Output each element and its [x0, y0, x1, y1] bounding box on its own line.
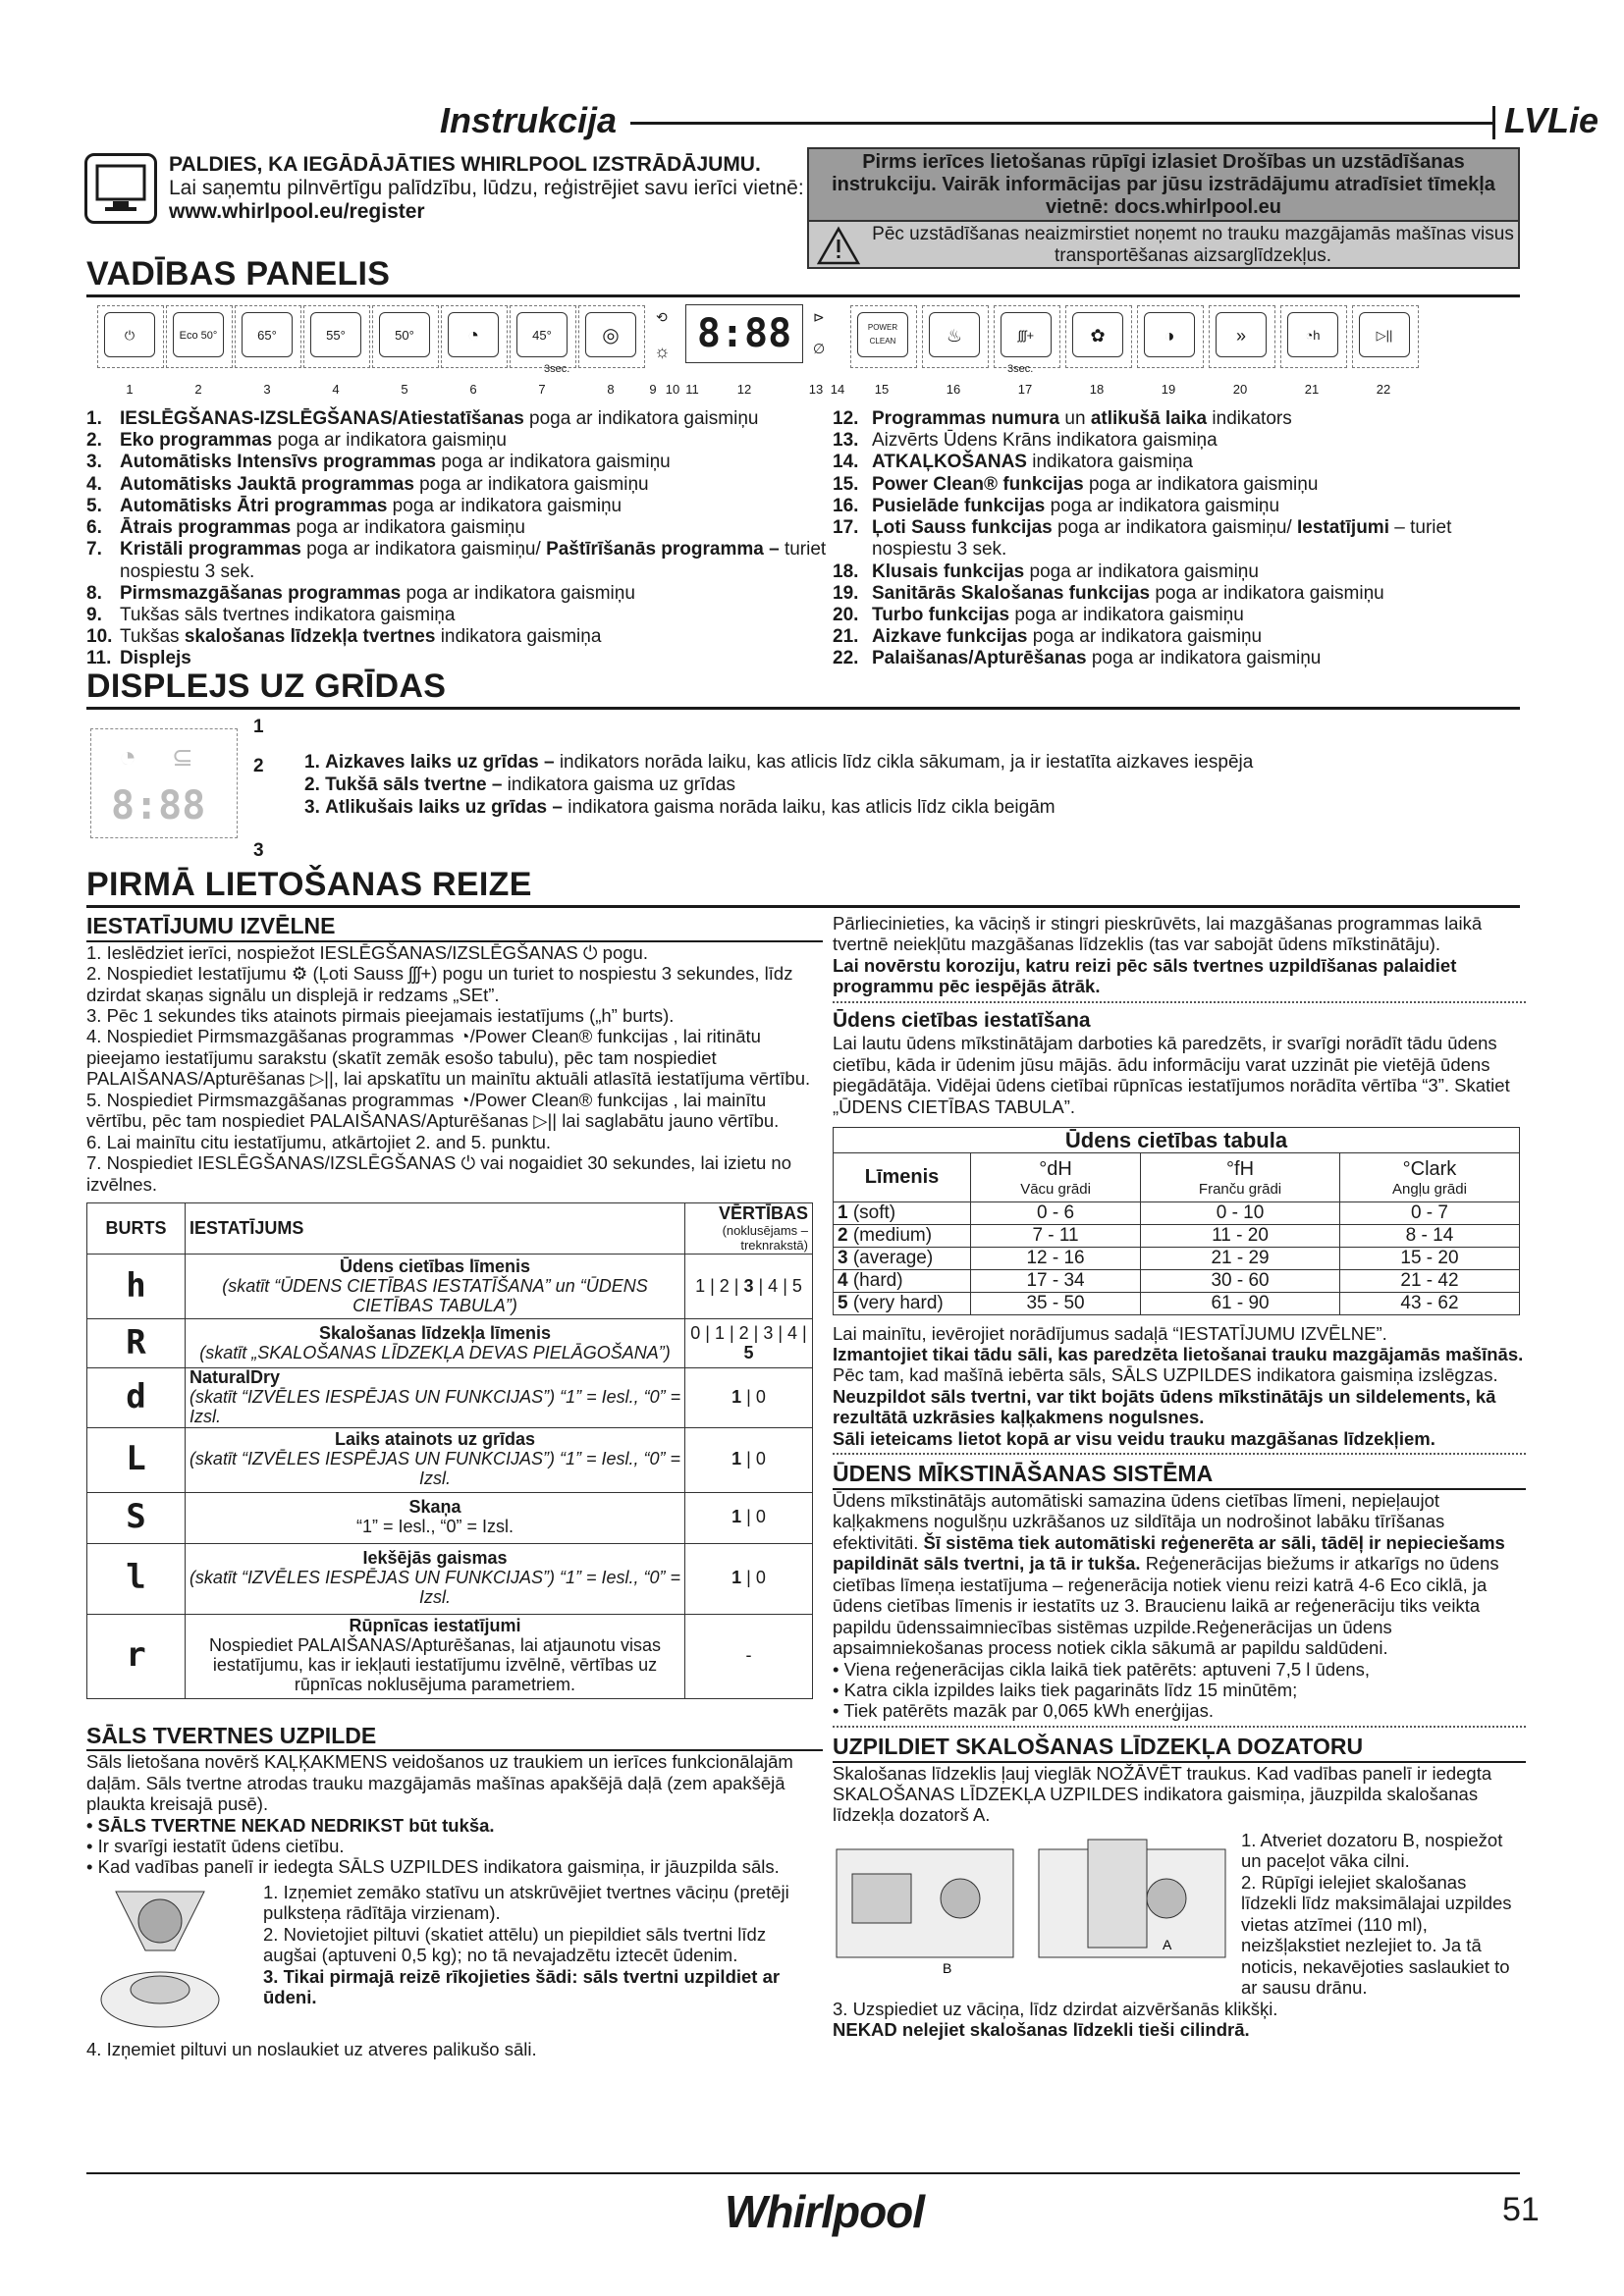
crystal-program-button[interactable]: 45° — [516, 312, 568, 357]
salt-intro: Sāls lietošana novērš KAĻĶAKMENS veidošanos uz traukiem un ierīces funkcionālajām daļām. Sāls tvertne atrodas trauku mazgājamās mašīnas apakšējā daļā (zem apakšējā plaukta kreisajā pusē). — [86, 1751, 793, 1815]
transport-notice: Pēc uzstādīšanas neaizmirstiet noņemt no trauku mazgājamās mašīnas visus transportēšanas aizsarglīdzekļus. — [807, 222, 1520, 269]
rinse-intro: Skalošanas līdzeklis ļauj vieglāk NOŽĀVĒT traukus. Kad vadības panelī ir iedegta SKALOŠANAS LĪDZEKĻA UZPILDES indikatora gaismiņa, jāuzpilda skalošanas līdzekļa dozatorš A. — [833, 1762, 1492, 1826]
legend-item: 11. Displejs — [86, 648, 191, 669]
salt-step: 4. Izņemiet piltuvi un noslaukiet uz atveres palikušo sāli. — [86, 2038, 537, 2059]
table-row: 5 (very hard) 35 - 50 61 - 90 43 - 62 — [834, 1292, 1520, 1314]
table-row: 4 (hard) 17 - 34 30 - 60 21 - 42 — [834, 1269, 1520, 1292]
warning-icon — [817, 226, 860, 265]
panel-number: 16 — [946, 382, 961, 397]
panel-number: 18 — [1089, 382, 1105, 397]
water-hardness-text: Lai lautu ūdens mīkstinātājam darboties kā paredzēts, ir svarīgi norādīt tādu ūdens cietību, kāda ir ūdenim jūsu mājās. ādu informāciju varat uzzināt pie vietējā ūdens piegādātāja. Vidējai ūdens cietībai rūpnīcas iestatījumos norādīta vērtība “3”. Skatiet „ŪDENS CIETĪBAS TABULA”. — [833, 1033, 1510, 1117]
right-column — [833, 913, 1526, 2040]
legend-item: 18. Klusais funkcijas poga ar indikatora gaismiņu — [833, 561, 1259, 582]
descale-indicator-icon: ∅ — [813, 341, 826, 356]
step: 5. Nospiediet Pirmsmazgāšanas programmas ◔/Power Clean® funkcijas , lai mainītu vērtību, pēc tam nospiediet PALAIŠANAS/Apturēšanas ▷|| lai saglabātu jauno vērtību. — [86, 1089, 780, 1132]
softening-text: Ūdens mīkstinātājs automātiski samazina ūdens cietības līmeni, nepieļaujot kaļķakmens nogulšņu uzkrāšanos uz sildītāja un nodrošinot labāku tīrīšanas efektivitāti. Šī sistēma tiek automātiski reģenerēta ar sāli, tādēļ ir nepieciešams papildināt sāls tvertni, ja tā ir tukša. Reģenerācijas biežums ir atkarīgs no ūdens cietības līmeņa iestatījuma – reģenerācija notiek vienu reizi katrā 4-6 Eco ciklā, ja ūdens cietības līmenis ir iestatīts uz 3. Braucienu laikā ar reģenerāciju tiks veikta papildu ūdenssaimniecības sistēmas uzpilde.Reģenerācijas un ūdens apsaimniekošanas process notiek cikla sākumā ar papildu saldūdeni. — [833, 1489, 1505, 1659]
delay-button[interactable]: ◔h — [1287, 312, 1338, 357]
water-hardness-title: Ūdens cietības iestatīšana — [833, 1008, 1091, 1032]
salt-step: 3. Tikai pirmajā reizē rīkojieties šādi: sāls tvertni uzpildiet ar ūdeni. — [263, 1965, 781, 2008]
softening-title: ŪDENS MĪKSTINĀŠANAS SISTĒMA — [833, 1461, 1526, 1490]
legend-item: 1. Aizkaves laiks uz grīdas – indikators norāda laiku, kas atlicis līdz cikla sākumam, ja ir iestatīta aizkaves iespēja — [304, 752, 1254, 773]
step: 3. Pēc 1 sekundes tiks atainots pirmais pieejamais iestatījums („h” burts). — [86, 1005, 675, 1027]
salt-refill-title: SĀLS TVERTNES UZPILDE — [86, 1723, 823, 1752]
legend-item: 20. Turbo funkcijas poga ar indikatora gaismiņu — [833, 604, 1244, 625]
panel-number: 12 — [736, 382, 752, 397]
salt-bullet: • Ir svarīgi iestatīt ūdens cietību. — [86, 1835, 345, 1856]
step: 7. Nospiediet IESLĒGŠANAS/IZSLĒGŠANAS ⏻ vai nogaidiet 30 sekundes, lai izietu no izvēlnes. — [86, 1152, 792, 1195]
floor-display-legend — [304, 752, 1253, 819]
legend-item: 9. Tukšas sāls tvertnes indikatora gaismiņa — [86, 604, 456, 625]
control-panel-title: VADĪBAS PANELIS — [86, 255, 391, 293]
table-row: 2 (medium) 7 - 11 11 - 20 8 - 14 — [834, 1225, 1520, 1248]
salt-indicator-icon: ⟲ — [656, 309, 668, 325]
rinse-warning: NEKAD nelejiet skalošanas līdzekli tieši cilindrā. — [833, 2018, 1250, 2040]
tap-indicator-icon: ⊳ — [813, 309, 825, 325]
panel-number: 4 — [332, 382, 340, 397]
language-tag: LVLie — [1504, 101, 1599, 140]
corrosion-note: Lai novērstu koroziju, katru reizi pēc sāls tvertnes uzpildīšanas palaidiet programmu pēc iespējās ātrāk. — [833, 954, 1457, 997]
table-row: d NaturalDry (skatīt “IZVĒLES IESPĒJAS UN FUNKCIJAS”) “1” = Iesl., “0” = Izsl. 1 | 0 — [87, 1368, 813, 1427]
col-setting: IESTATĪJUMS — [186, 1203, 685, 1255]
footer-rule — [86, 2172, 1520, 2174]
thanks-text: Lai saņemtu pilnvērtīgu palīdzību, lūdzu, reģistrējiet savu ierīci vietnē: — [169, 177, 804, 200]
panel-number: 22 — [1376, 382, 1391, 397]
settings-table — [86, 1202, 813, 1698]
floor-display-title: DISPLEJS UZ GRĪDAS — [86, 667, 447, 705]
register-link[interactable]: www.whirlpool.eu/register — [169, 200, 425, 224]
rinse-step: 1. Atveriet dozatoru B, nospiežot un paceļot vāka cilni. — [1241, 1829, 1503, 1872]
safety-notice: Pirms ierīces lietošanas rūpīgi izlasiet Drošības un uzstādīšanas instrukciju. Vairāk informācijas par jūsu izstrādājumu atradīsiet tīmekļa vietnē: docs.whirlpool.eu — [807, 147, 1520, 222]
section-rule — [86, 294, 1520, 297]
extra-dry-button[interactable]: ʃʃʃ+ — [1001, 312, 1052, 357]
panel-number: 17 — [1017, 382, 1033, 397]
hardness-table-title: Ūdens cietības tabula — [834, 1127, 1520, 1152]
legend-item: 19. Sanitārās Skalošanas funkcijas poga ar indikatora gaismiņu — [833, 582, 1384, 604]
legend-item: 10. Tukšas skalošanas līdzekļa tvertnes indikatora gaismiņa — [86, 626, 602, 648]
damage-warning: Neuzpildot sāls tvertni, var tikt bojāts ūdens mīkstinātājs un sildelements, kā rezultātā uzkrāsies kaļķakmens nogulsnes. — [833, 1385, 1496, 1428]
dispenser-illustration — [833, 1830, 1235, 1977]
panel-number: 2 — [194, 382, 202, 397]
legend-item: 21. Aizkave funkcijas poga ar indikatora gaismiņu — [833, 626, 1263, 648]
col-values: VĒRTĪBAS — [718, 1203, 808, 1224]
salt-bullet: • SĀLS TVERTNE NEKAD NEDRIKST būt tukša. — [86, 1814, 495, 1836]
mixed-program-button[interactable]: 55° — [310, 312, 361, 357]
table-row: r Rūpnīcas iestatījumi Nospiediet PALAIŠANAS/Apturēšanas, lai atjaunotu visas iestatījumu, kas ir iekļauti iestatījumu izvēlnē, vērtības uz rūpnīcas noklusējuma parametriem. - — [87, 1614, 813, 1698]
salt-icon: ⊆ — [172, 742, 193, 772]
floor-display-diagram — [90, 728, 238, 838]
table-row: 3 (average) 12 - 16 21 - 29 15 - 20 — [834, 1247, 1520, 1269]
legend-item: 17. Ļoti Sauss funkcijas poga ar indikatora gaismiņu/ Iestatījumi – turiet nospiestu 3 sek. — [833, 517, 1452, 561]
eco-program-button[interactable]: Eco 50° — [173, 312, 224, 357]
rinse-aid-indicator-icon: ☼ — [654, 342, 671, 361]
panel-number: 10 — [665, 382, 680, 397]
settings-menu-title: IESTATĪJUMU IZVĒLNE — [86, 913, 823, 942]
legend-item: 2. Tukšā sāls tvertne – indikatora gaisma uz grīdas — [304, 774, 736, 795]
step: 6. Lai mainītu citu iestatījumu, atkārtojiet 2. and 5. punktu. — [86, 1131, 552, 1152]
panel-number: 20 — [1232, 382, 1248, 397]
legend-item: 3. Atlikušais laiks uz grīdas – indikatora gaisma norāda laiku, kas atlicis līdz cikla beigām — [304, 796, 1056, 818]
panel-number: 13 — [808, 382, 824, 397]
rinse-step: 3. Uzspiediet uz vāciņa, līdz dzirdat aizvēršanās klikšķi. — [833, 1998, 1278, 2019]
legend-item: 13. Aizvērts Ūdens Krāns indikatora gaismiņa — [833, 430, 1218, 452]
section-rule — [86, 707, 1520, 710]
left-column — [86, 913, 823, 2059]
panel-number: 1 — [126, 382, 134, 397]
section-rule — [86, 905, 1520, 908]
rinse-aid-title: UZPILDIET SKALOŠANAS LĪDZEKĻA DOZATORU — [833, 1734, 1526, 1763]
control-panel-diagram — [86, 302, 1526, 397]
soft-bullet: • Katra cikla izpildes laiks tiek pagarināts līdz 15 minūtēm; — [833, 1679, 1298, 1700]
first-use-title: PIRMĀ LIETOŠANAS REIZE — [86, 866, 532, 903]
legend-item: 15. Power Clean® funkcijas poga ar indikatora gaismiņu — [833, 473, 1319, 495]
soft-bullet: • Viena reģenerācijas cikla laikā tiek patērēts: aptuveni 7,5 l ūdens, — [833, 1658, 1371, 1680]
page-number: 51 — [1502, 2191, 1540, 2228]
thanks-block — [169, 153, 807, 224]
sanitize-button[interactable]: ◑ — [1144, 312, 1195, 357]
step: 1. Ieslēdziet ierīci, nospiežot IESLĒGŠANAS/IZSLĒGŠANAS ⏻ pogu. — [86, 941, 648, 963]
panel-number: 19 — [1161, 382, 1176, 397]
legend-item: 14. ATKAĻKOŠANAS indikatora gaismiņa — [833, 452, 1193, 473]
floor-digits: 8:88 — [111, 783, 206, 828]
control-panel-legend-right — [833, 408, 1526, 670]
soft-bullet: • Tiek patērēts mazāk par 0,065 kWh enerģijas. — [833, 1700, 1214, 1722]
legend-item: 12. Programmas numura un atlikušā laika indikators — [833, 408, 1292, 429]
quick-program-button[interactable]: ◔ — [448, 312, 499, 357]
table-row: l Iekšējās gaismas (skatīt “IZVĒLES IESPĒJAS UN FUNKCIJAS”) “1” = Iesl., “0” = Izsl. 1 | 0 — [87, 1543, 813, 1614]
panel-number: 14 — [830, 382, 845, 397]
turbo-button[interactable]: » — [1216, 312, 1267, 357]
prewash-program-button[interactable]: ◎ — [585, 312, 636, 357]
salt-bullet: • Kad vadības panelī ir iedegta SĀLS UZPILDES indikatora gaismiņa, ir jāuzpilda sāls. — [86, 1856, 780, 1878]
callout-1: 1 — [253, 717, 264, 737]
salt-recommend: Sāli ieteicams lietot kopā ar visu veidu trauku mazgāšanas līdzekļiem. — [833, 1427, 1435, 1449]
control-panel-legend-left — [86, 408, 842, 670]
callout-2: 2 — [253, 756, 264, 776]
water-hardness-table: Ūdens cietības tabula Līmenis °dH Vācu grādi °fH Franču grādi °Clark Angļu grādi 1 (soft) 0 - 6 0 - 10 0 - 7 2 (medium) 7 - 11 11 - 20 8 - 14 3 (average) 12 - 16 21 - 29 15 - 20 4 (hard) 17 - 34 30 - 60 21 - 42 5 (very hard) 35 - 50 61 - 90 43 - 62 — [833, 1127, 1520, 1315]
step: 2. Nospiediet Iestatījumu ⚙ (Ļoti Sauss ʃʃʃ+) pogu un turiet to nospiestu 3 sekundes, līdz dzirdat skaņas signālu un displejā ir redzams „SEt”. — [86, 963, 793, 1005]
clock-icon: ◔ — [119, 741, 137, 774]
table-row: R Skalošanas līdzekļa līmenis (skatīt „SKALOŠANAS LĪDZEKĻA DEVAS PIELĀGOŠANA”) 0 | 1 | 2 | 3 | 4 | 5 — [87, 1319, 813, 1368]
table-row: h Ūdens cietības līmenis (skatīt “ŪDENS CIETĪBAS IESTATĪŠANA” un “ŪDENS CIETĪBAS TABULA”) 1 | 2 | 3 | 4 | 5 — [87, 1255, 813, 1319]
legend-item: 3. Automātisks Intensīvs programmas poga ar indikatora gaismiņu — [86, 452, 671, 473]
panel-number: 15 — [874, 382, 890, 397]
step: 4. Nospiediet Pirmsmazgāšanas programmas ◔/Power Clean® funkcijas , lai ritinātu pieejamo iestatījumu sarakstu (skatīt zemāk esošo tabulu), pēc tam nospiediet PALAIŠANAS/Apturēšanas ▷||, lai apskatītu un mainītu aktuāli atlasītā iestatījuma vērtību. — [86, 1026, 811, 1090]
salt-step: 2. Novietojiet piltuvi (skatiet attēlu) un piepildiet sāls tvertni līdz augšai (aptuveni 0,5 kg); no tā nevajadzētu iztecēt ūdenim. — [263, 1923, 767, 1966]
panel-number: 8 — [607, 382, 615, 397]
header-divider — [1492, 106, 1495, 139]
fast-auto-program-button[interactable]: 50° — [379, 312, 430, 357]
callout-3: 3 — [253, 840, 264, 861]
intensive-program-button[interactable]: 65° — [242, 312, 293, 357]
hold-3sec-label: 3sec. — [544, 363, 570, 375]
fig-label-b: B — [943, 1959, 952, 1976]
legend-item: 5. Automātisks Ātri programmas poga ar indikatora gaismiņu — [86, 495, 623, 516]
cap-note: Pārliecinieties, ka vāciņš ir stingri pieskrūvēts, lai mazgāšanas programmas laikā tvertnē neiekļūtu mazgāšanas līdzeklis (tas var sabojāt ūdens mīkstinātāju). — [833, 913, 1483, 955]
table-row: S Skaņa “1” = Iesl., “0” = Izsl. 1 | 0 — [87, 1492, 813, 1543]
header-title: Instrukcija — [440, 100, 618, 140]
header-rule — [630, 122, 1494, 125]
panel-number: 9 — [649, 382, 657, 397]
legend-item: 1. IESLĒGŠANAS-IZSLĒGŠANAS/Atiestatīšanas poga ar indikatora gaismiņu — [86, 408, 759, 429]
panel-number: 11 — [685, 382, 699, 397]
col-letter: BURTS — [87, 1203, 186, 1255]
power-button[interactable]: ⏻ — [104, 312, 155, 357]
panel-number: 5 — [401, 382, 408, 397]
rinse-step: 2. Rūpīgi ielejiet skalošanas līdzekli līdz maksimālajai uzpildes vietas atzīmei (110 ml), neizšļakstiet nezlejiet to. Ja tā noticis, nekavējoties saslaukiet to ar sausu drānu. — [1241, 1871, 1512, 1999]
thanks-title: PALDIES, KA IEGĀDĀJĀTIES WHIRLPOOL IZSTRĀDĀJUMU. — [169, 153, 761, 176]
salt-light-note: Pēc tam, kad mašīnā iebērta sāls, SĀLS UZPILDES indikatora gaismiņa izslēgzas. — [833, 1364, 1498, 1386]
table-row: 1 (soft) 0 - 6 0 - 10 0 - 7 — [834, 1202, 1520, 1225]
legend-item: 8. Pirmsmazgāšanas programmas poga ar indikatora gaismiņu — [86, 582, 635, 604]
brand-logo: Whirlpool — [725, 2186, 925, 2237]
after-table-note: Lai mainītu, ievērojiet norādījumus sadaļā “IESTATĪJUMU IZVĒLNE”. — [833, 1322, 1387, 1344]
silent-button[interactable]: ✿ — [1072, 312, 1123, 357]
legend-item: 16. Pusielāde funkcijas poga ar indikatora gaismiņu — [833, 495, 1280, 516]
power-clean-button[interactable]: POWER CLEAN — [857, 312, 908, 357]
table-row: L Laiks atainots uz grīdas (skatīt “IZVĒLES IESPĒJAS UN FUNKCIJAS”) “1” = Iesl., “0” = Izsl. 1 | 0 — [87, 1427, 813, 1492]
col-values-note: (noklusējams – treknrakstā) — [722, 1223, 808, 1253]
legend-item: 4. Automātisks Jauktā programmas poga ar indikatora gaismiņu — [86, 473, 649, 495]
legend-item: 22. Palaišanas/Apturēšanas poga ar indikatora gaismiņu — [833, 648, 1322, 669]
half-load-button[interactable]: ♨ — [929, 312, 980, 357]
warning-box — [807, 147, 1520, 269]
panel-number: 7 — [538, 382, 546, 397]
hold-3sec-label-2: 3sec. — [1007, 363, 1034, 375]
salt-type-note: Izmantojiet tikai tādu sāli, kas paredzēta lietošanai trauku mazgājamās mašīnās. — [833, 1343, 1524, 1364]
display-digits: 8:88 — [696, 311, 792, 356]
panel-number: 21 — [1304, 382, 1320, 397]
legend-item: 2. Eko programmas poga ar indikatora gaismiņu — [86, 430, 507, 452]
salt-step: 1. Izņemiet zemāko statīvu un atskrūvējiet tvertnes vāciņu (pretēji pulksteņa rādītāja virzienam). — [263, 1881, 789, 1924]
display-window — [685, 304, 803, 363]
panel-number: 3 — [263, 382, 271, 397]
monitor-icon — [84, 153, 157, 224]
fig-label-a: A — [1163, 1936, 1172, 1952]
start-pause-button[interactable]: ▷|| — [1359, 312, 1410, 357]
legend-item: 7. Kristāli programmas poga ar indikatora gaismiņu/ Paštīrīšanās programma – turiet nospiestu 3 sek. — [86, 539, 827, 582]
salt-funnel-illustration — [86, 1882, 234, 2039]
legend-item: 6. Ātrais programmas poga ar indikatora gaismiņu — [86, 517, 525, 539]
panel-number: 6 — [469, 382, 477, 397]
